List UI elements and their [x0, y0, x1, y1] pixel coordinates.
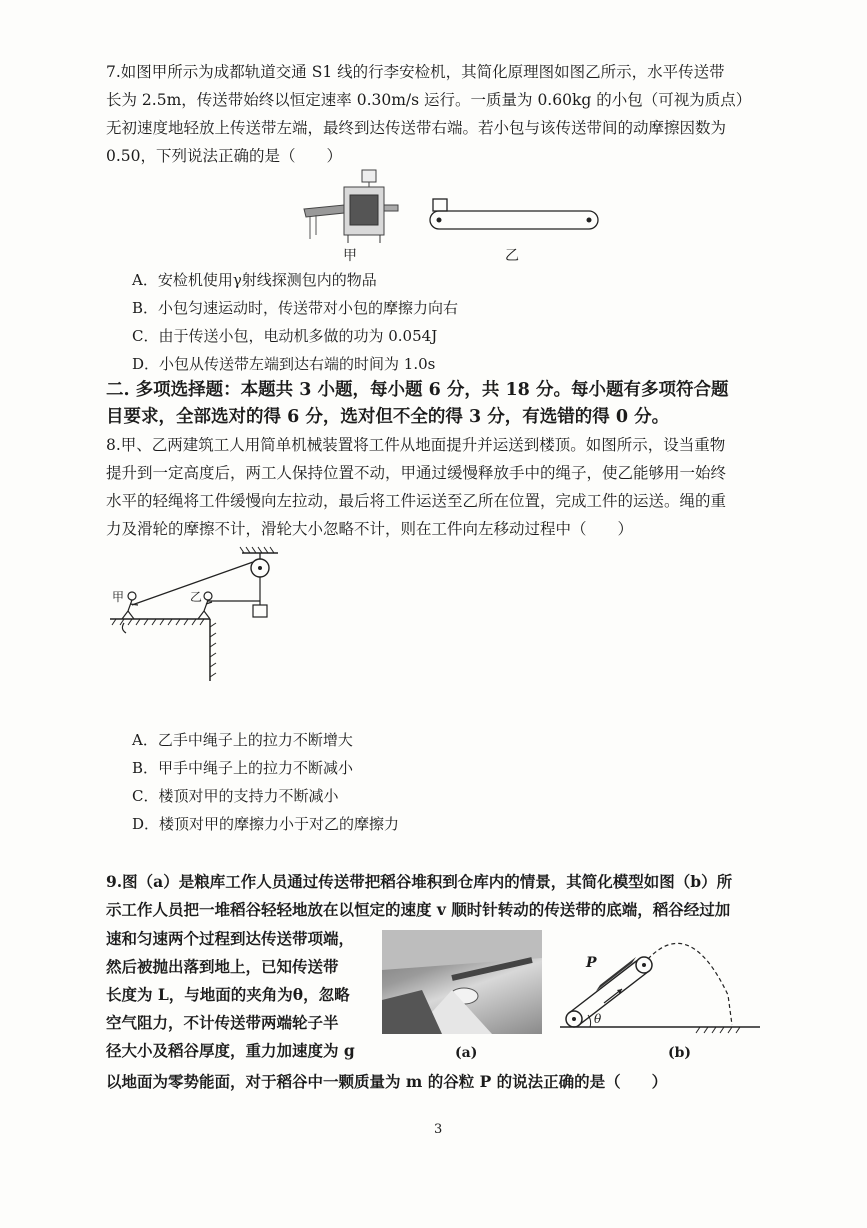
q8-line-1: 8.甲、乙两建筑工人用简单机械装置将工件从地面提升并运送到楼顶。如图所示，设当重物 [106, 436, 726, 454]
q9-line-5: 长度为 L，与地面的夹角为θ，忽略 [106, 985, 350, 1004]
q8-line-3: 水平的轻绳将工件缓慢向左拉动，最后将工件运送至乙所在位置，完成工件的运送。绳的重 [106, 492, 727, 510]
conveyor-belt-figure [425, 195, 605, 237]
q8-figure-label-jia: 甲 [112, 590, 125, 604]
q9-line-7: 径大小及稻谷厚度，重力加速度为 g [106, 1041, 355, 1060]
q7-option-d[interactable]: D．小包从传送带左端到达右端的时间为 1.0s [132, 355, 436, 373]
q9-line-2: 示工作人员把一堆稻谷轻轻地放在以恒定的速度 v 顺时针转动的传送带的底端，稻谷经过加 [106, 900, 731, 919]
pulley-figure [110, 545, 310, 685]
caption-a: (a) [455, 1045, 478, 1061]
q8-figure-label-yi: 乙 [190, 590, 203, 604]
figure-label-jia: 甲 [343, 248, 357, 264]
q9-line-8: 以地面为零势能面，对于稻谷中一颗质量为 m 的谷粒 P 的说法正确的是（ ） [106, 1072, 668, 1091]
q7-line-4: 0.50，下列说法正确的是（ ） [106, 147, 343, 165]
q8-line-2: 提升到一定高度后，两工人保持位置不动，甲通过缓慢释放手中的绳子，使乙能够用一始终 [106, 464, 727, 482]
security-scanner-figure [300, 165, 400, 247]
label-theta: θ [594, 1012, 602, 1026]
caption-b: (b) [668, 1045, 692, 1061]
q8-line-4: 力及滑轮的摩擦不计，滑轮大小忽略不计，则在工件向左移动过程中（ ） [106, 520, 634, 538]
q8-option-c[interactable]: C．楼顶对甲的支持力不断减小 [132, 787, 339, 805]
q8-option-b[interactable]: B．甲手中绳子上的拉力不断减小 [132, 759, 354, 777]
q7-line-1: 7.如图甲所示为成都轨道交通 S1 线的行李安检机，其简化原理图如图乙所示，水平传送带 [106, 63, 725, 81]
q9-line-1: 9.图（a）是粮库工作人员通过传送带把稻谷堆积到仓库内的情景，其简化模型如图（b）所 [106, 872, 733, 891]
q7-option-a[interactable]: A．安检机使用γ射线探测包内的物品 [132, 271, 377, 289]
q7-line-2: 长为 2.5m，传送带始终以恒定速率 0.30m/s 运行。一质量为 0.60kg 的小包（可视为质点） [106, 91, 752, 109]
q9-line-4: 然后被抛出落到地上，已知传送带 [106, 957, 339, 976]
page-number: 3 [434, 1122, 443, 1137]
q7-option-c[interactable]: C．由于传送小包，电动机多做的功为 0.054J [132, 327, 438, 345]
grain-warehouse-photo [382, 930, 542, 1034]
q7-line-3: 无初速度地轻放上传送带左端，最终到达传送带右端。若小包与该传送带间的动摩擦因数为 [106, 119, 727, 137]
section-2-heading-line-2: 目要求，全部选对的得 6 分，选对但不全的得 3 分，有选错的得 0 分。 [106, 407, 670, 427]
q8-option-d[interactable]: D．楼顶对甲的摩擦力小于对乙的摩擦力 [132, 815, 400, 833]
figure-label-yi: 乙 [505, 248, 519, 264]
q9-line-3: 速和匀速两个过程到达传送带项端， [106, 929, 355, 948]
q7-option-b[interactable]: B．小包匀速运动时，传送带对小包的摩擦力向右 [132, 299, 459, 317]
section-2-heading-line-1: 二. 多项选择题：本题共 3 小题，每小题 6 分，共 18 分。每小题有多项符合题 [106, 380, 729, 400]
label-p: P [586, 955, 597, 971]
inclined-conveyor-figure [560, 935, 760, 1035]
q9-line-6: 空气阻力，不计传送带两端轮子半 [106, 1013, 339, 1032]
q8-option-a[interactable]: A．乙手中绳子上的拉力不断增大 [132, 731, 353, 749]
